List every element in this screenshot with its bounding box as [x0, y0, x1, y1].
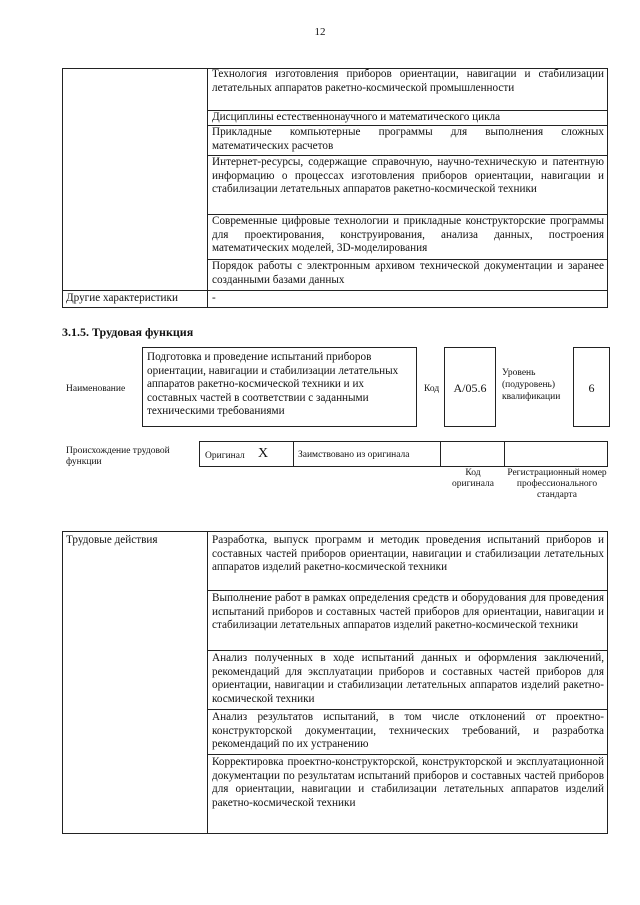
function-name-box [142, 347, 417, 427]
column-divider [207, 531, 208, 833]
origin-label: Происхождение трудовой функции [66, 446, 170, 467]
column-divider [207, 68, 208, 308]
action-row: Анализ полученных в ходе испытаний данных и оформления заключений, рекомендаций для эксплуатации приборов и составных частей приборов для ориентации, навигации и стабилизации летательных аппаратов изделий ракетно-космической техники [212, 652, 604, 705]
reg-number-caption: Регистрационный номер профессионального стандарта [507, 468, 607, 500]
function-name: Подготовка и проведение испытаний приборов ориентации, навигации и стабилизации летательных аппаратов ракетно-космической техники и их составных частей в соответствии с заданными техническими требованиями [147, 351, 399, 418]
code-label: Код [424, 384, 440, 394]
table-border-left [62, 531, 63, 833]
table-border-top [62, 531, 608, 532]
name-label: Наименование [66, 384, 126, 394]
page-number: 12 [314, 26, 326, 38]
table-border-right [607, 68, 608, 308]
row-divider [62, 290, 608, 291]
row-divider [207, 754, 607, 755]
knowledge-row: Современные цифровые технологии и прикладные конструкторские программы для проектирования, конструирования, анализа данных, построения математических моделей, 3D-моделирования [212, 215, 604, 255]
action-row: Разработка, выпуск программ и методик проведения испытаний приборов и составных частей приборов ориентации, навигации и стабилизации летательных аппаратов изделий ракетно-космической техники [212, 534, 604, 574]
origin-divider [504, 441, 505, 467]
knowledge-row: Технология изготовления приборов ориентации, навигации и стабилизации летательных аппаратов ракетно-космической промышленности [212, 68, 604, 94]
section-heading: 3.1.5. Трудовая функция [62, 325, 194, 339]
code-original-caption: Код оригинала [452, 468, 494, 489]
origin-divider [440, 441, 441, 467]
action-row: Анализ результатов испытаний, в том числе отклонений от проектно-конструкторской документации, технических требований, и разработка рекомендаций по их устранению [212, 711, 604, 751]
original-mark: X [258, 446, 269, 461]
row-divider [207, 709, 607, 710]
original-label: Оригинал [205, 451, 245, 461]
table-border-bottom [62, 833, 608, 834]
labor-actions-label: Трудовые действия [66, 534, 158, 546]
code-value: A/05.6 [453, 381, 487, 395]
knowledge-row: Прикладные компьютерные программы для выполнения сложных математических расчетов [212, 126, 604, 152]
knowledge-row: Дисциплины естественнонаучного и математического цикла [212, 111, 501, 123]
other-characteristics-value: - [212, 292, 216, 304]
level-label: Уровень (подуровень) квалификации [502, 368, 561, 402]
level-value: 6 [588, 381, 595, 395]
other-characteristics-label: Другие характеристики [66, 292, 178, 304]
action-row: Выполнение работ в рамках определения средств и оборудования для проведения испытаний приборов и составных частей приборов для ориентации, навигации и стабилизации летательных аппаратов изделий ракетно-космической техники [212, 592, 604, 632]
knowledge-row: Интернет-ресурсы, содержащие справочную, научно-техническую и патентную информацию о процессах изготовления приборов ориентации, навигации и стабилизации летательных аппаратов ракетно-космической техники [212, 156, 604, 196]
table-border-bottom [62, 307, 608, 308]
origin-divider [293, 441, 294, 467]
borrowed-label: Заимствовано из оригинала [298, 450, 410, 460]
table-border-right [607, 531, 608, 833]
table-border-left [62, 68, 63, 308]
row-divider [207, 650, 607, 651]
level-box [573, 347, 610, 427]
knowledge-row: Порядок работы с электронным архивом технической документации и заранее созданными базами данных [212, 260, 604, 286]
row-divider [207, 590, 607, 591]
code-box [444, 347, 496, 427]
action-row: Корректировка проектно-конструкторской, конструкторской и эксплуатационной документации по результатам испытаний приборов и составных частей приборов для ориентации, навигации и стабилизации летательных аппаратов изделий ракетно-космической техники [212, 756, 604, 809]
